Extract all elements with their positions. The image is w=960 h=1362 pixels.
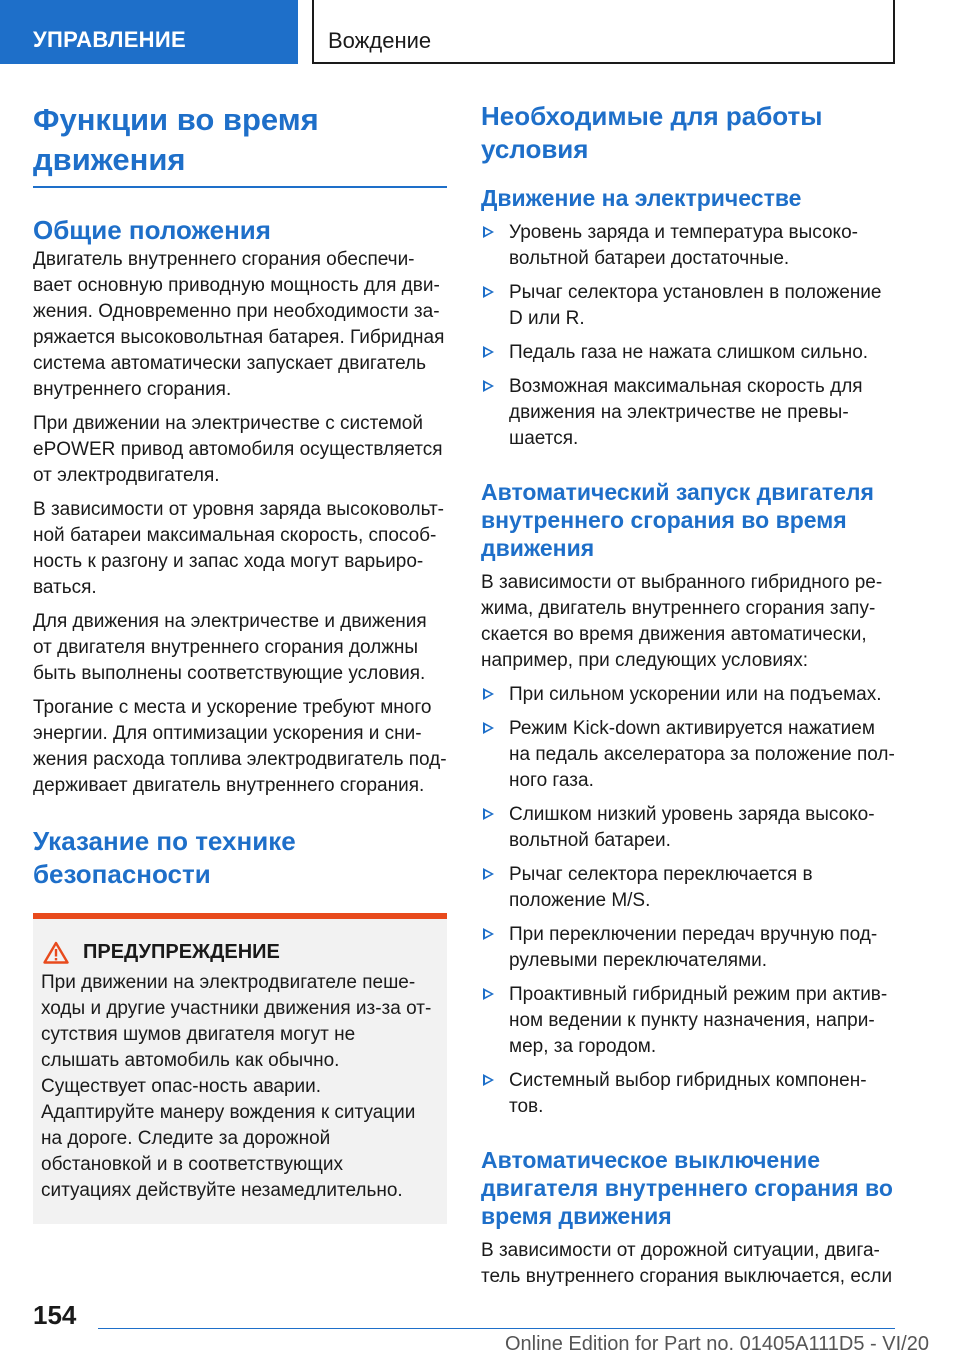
autostop-text: В зависимости от дорожной ситуации, двига-тель внутреннего сгорания выключается, если xyxy=(481,1240,893,1287)
triangle-bullet-icon xyxy=(483,722,494,734)
triangle-bullet-icon xyxy=(483,226,494,238)
section-tab xyxy=(0,0,298,64)
paragraph-4: Для движения на электричестве и движения от двигателя внутреннего сгорания должны быть выполнены соответствующие условия. xyxy=(33,611,427,684)
page-title: Функции во время движения xyxy=(33,100,447,188)
triangle-bullet-icon xyxy=(483,808,494,820)
warning-header xyxy=(41,941,435,964)
list-item: Педаль газа не нажата слишком сильно. xyxy=(481,340,895,366)
triangle-bullet-icon xyxy=(483,286,494,298)
edition-text: Online Edition for Part no. 01405A111D5 - VI/20 xyxy=(505,1333,929,1355)
paragraph-3: В зависимости от уровня заряда высоковольт-ной батареи максимальная скорость, способ-ность к разгону и запас хода могут варьиро-ваться. xyxy=(33,499,445,598)
triangle-bullet-icon xyxy=(483,346,494,358)
list-item: При переключении передач вручную под-рулевыми переключателями. xyxy=(481,922,895,974)
paragraph-2: При движении на электричестве с системой ePOWER привод автомобиля осуществляется от электродвигателя. xyxy=(33,413,443,486)
triangle-bullet-icon xyxy=(483,688,494,700)
autostart-heading: Автоматический запуск двигателя внутреннего сгорания во время движения xyxy=(481,479,874,561)
electric-heading: Движение на электричестве xyxy=(481,185,802,211)
section-label: УПРАВЛЕНИЕ xyxy=(33,27,186,52)
list-item: Возможная максимальная скорость для движения на электричестве не превы-шается. xyxy=(481,374,895,452)
chapter-label: Вождение xyxy=(328,28,432,53)
list-item: Системный выбор гибридных компонен-тов. xyxy=(481,1068,895,1120)
autostart-list xyxy=(481,682,895,1120)
triangle-bullet-icon xyxy=(483,380,494,392)
list-item: При сильном ускорении или на подъемах. xyxy=(481,682,895,708)
paragraph-1: Двигатель внутреннего сгорания обеспечи-вает основную приводную мощность для дви-жения. Одновременно при необходимости за-ряжается высоковольтная батарея. Гибридная система автоматически запускает двигатель внутреннего сгорания. xyxy=(33,249,445,400)
triangle-bullet-icon xyxy=(483,868,494,880)
page-number: 154 xyxy=(33,1300,77,1330)
left-column xyxy=(33,100,447,1224)
autostop-heading: Автоматическое выключение двигателя внутреннего сгорания во время движения xyxy=(481,1147,893,1229)
triangle-bullet-icon xyxy=(483,1074,494,1086)
autostart-intro: В зависимости от выбранного гибридного ре-жима, двигатель внутреннего сгорания запу-скается во время движения автоматически, например, при следующих условиях: xyxy=(481,572,883,671)
safety-heading: Указание по технике безопасности xyxy=(33,826,296,889)
list-item: Уровень заряда и температура высоко-вольтной батареи достаточные. xyxy=(481,220,895,272)
paragraph-5: Трогание с места и ускорение требуют много энергии. Для оптимизации ускорения и сни-жения расхода топлива электродвигатель под-держивает двигатель внутреннего сгорания. xyxy=(33,697,447,796)
warning-title: ПРЕДУПРЕЖДЕНИЕ xyxy=(83,941,280,963)
warning-text: При движении на электродвигателе пеше-ходы и другие участники движения из-за от-сутствия шумов двигателя могут не слышать автомобиль как обычно. Существует опас-ность аварии. Адаптируйте манеру вождения к ситуации на дороге. Следите за дорожной обстановкой и в соответствующих ситуациях действуйте незамедлительно. xyxy=(41,972,432,1201)
list-item: Рычаг селектора переключается в положение M/S. xyxy=(481,862,895,914)
triangle-bullet-icon xyxy=(483,928,494,940)
electric-list xyxy=(481,220,895,452)
warning-box xyxy=(33,913,447,1224)
footer-divider xyxy=(98,1328,895,1329)
list-item: Проактивный гибридный режим при актив-ном ведении к пункту назначения, напри-мер, за городом. xyxy=(481,982,895,1060)
conditions-title: Необходимые для работы условия xyxy=(481,101,823,164)
right-column xyxy=(481,100,895,1290)
list-item: Рычаг селектора установлен в положение D или R. xyxy=(481,280,895,332)
triangle-bullet-icon xyxy=(483,988,494,1000)
general-heading: Общие положения xyxy=(33,215,271,245)
chapter-header xyxy=(312,0,895,64)
list-item: Режим Kick-down активируется нажатием на педаль акселератора за положение пол-ного газа. xyxy=(481,716,895,794)
warning-triangle-icon xyxy=(43,941,69,964)
list-item: Слишком низкий уровень заряда высоко-вольтной батареи. xyxy=(481,802,895,854)
